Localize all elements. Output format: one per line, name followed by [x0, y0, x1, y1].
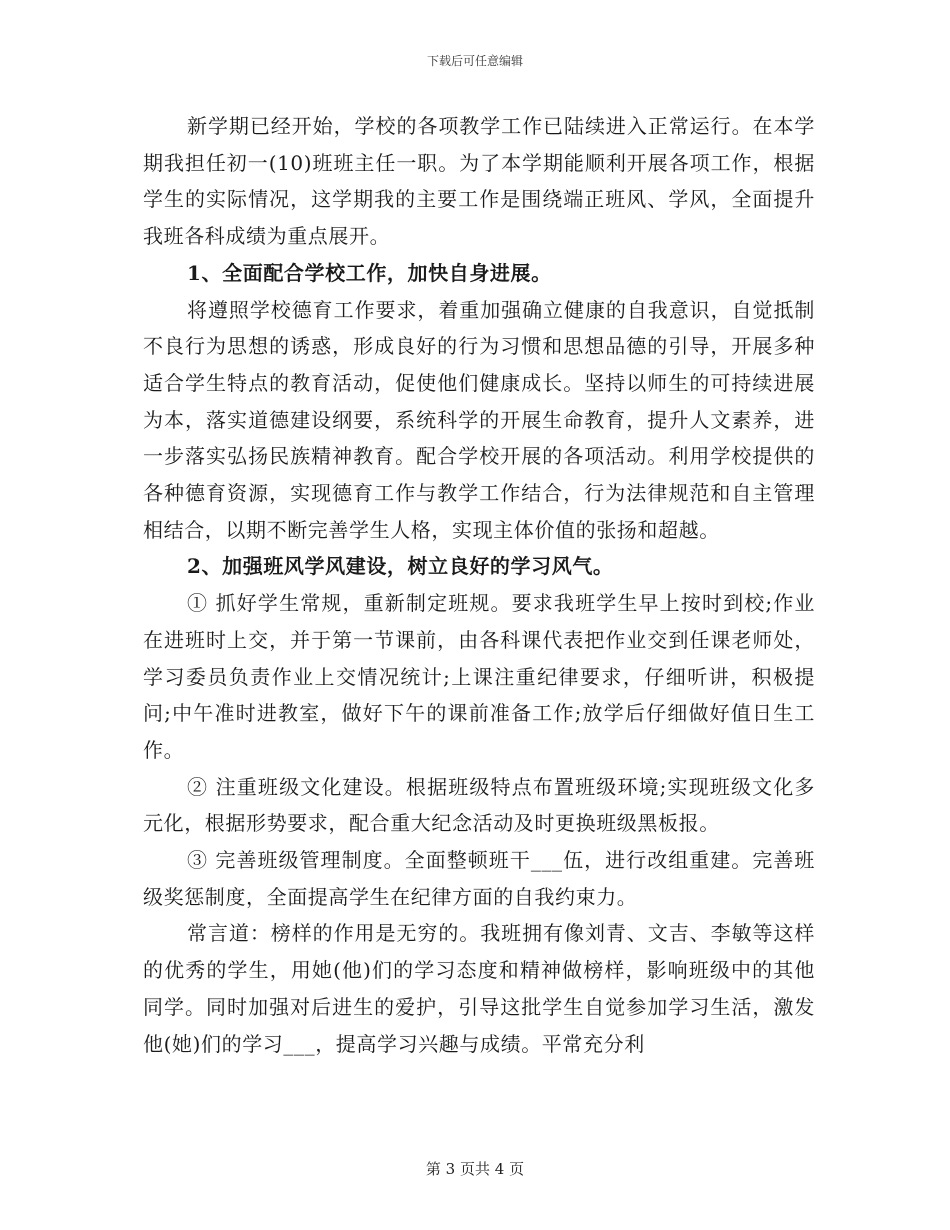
document-body	[143, 108, 815, 1062]
page-footer: 第 3 页共 4 页	[425, 1160, 525, 1178]
section-heading-1: 1、全面配合学校工作，加快自身进展。	[187, 260, 552, 285]
intro-paragraph: 新学期已经开始，学校的各项教学工作已陆续进入正常运行。在本学期我担任初一(10)班班主任一职。为了本学期能顺利开展各项工作，根据学生的实际情况，这学期我的主要工作是围绕端正班风、学风，全面提升我班各科成绩为重点展开。	[143, 114, 815, 249]
item-1-paragraph: ① 抓好学生常规，重新制定班规。要求我班学生早上按时到校;作业在进班时上交，并于第一节课前，由各科课代表把作业交到任课老师处，学习委员负责作业上交情况统计;上课注重纪律要求，仔细听讲，积极提问;中午准时进教室，做好下午的课前准备工作;放学后仔细做好值日生工作。	[143, 591, 815, 762]
item-3-paragraph: ③ 完善班级管理制度。全面整顿班干___伍，进行改组重建。完善班级奖惩制度，全面提高学生在纪律方面的自我约束力。	[143, 848, 815, 909]
section-1-paragraph: 将遵照学校德育工作要求，着重加强确立健康的自我意识，自觉抵制不良行为思想的诱惑，形成良好的行为习惯和思想品德的引导，开展多种适合学生特点的教育活动，促使他们健康成长。坚持以师生的可持续进展为本，落实道德建设纲要，系统科学的开展生命教育，提升人文素养，进一步落实弘扬民族精神教育。配合学校开展的各项活动。利用学校提供的各种德育资源，实现德育工作与教学工作结合，行为法律规范和自主管理相结合，以期不断完善学生人格，实现主体价值的张扬和超越。	[143, 297, 815, 542]
item-2-paragraph: ② 注重班级文化建设。根据班级特点布置班级环境;实现班级文化多元化，根据形势要求，配合重大纪念活动及时更换班级黑板报。	[143, 774, 815, 836]
section-heading-2: 2、加强班风学风建设，树立良好的学习风气。	[187, 554, 614, 579]
page-header: 下载后可任意编辑	[426, 54, 523, 68]
role-model-paragraph: 常言道：榜样的作用是无穷的。我班拥有像刘青、文吉、李敏等这样的优秀的学生，用她(他)们的学习态度和精神做榜样，影响班级中的其他同学。同时加强对后进生的爱护，引导这批学生自觉参加学习生活，激发他(她)们的学习___，提高学习兴趣与成绩。平常充分利	[143, 921, 815, 1056]
